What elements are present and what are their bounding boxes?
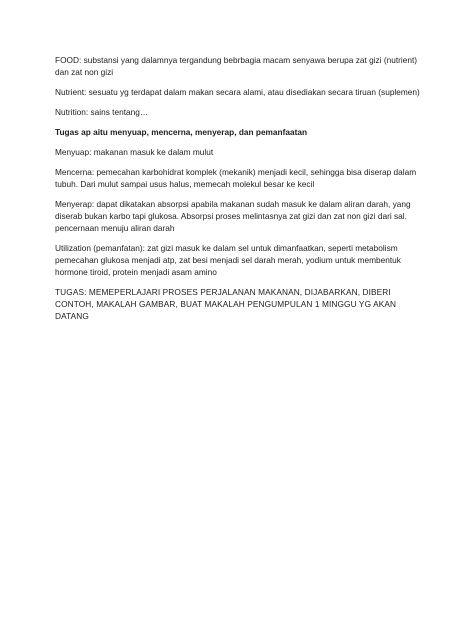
assignment-text: TUGAS: MEMEPERLAJARI PROSES PERJALANAN MAKANAN, DIJABARKAN, DIBERI CONTOH, MAKALAH GAMBAR, BUAT MAKALAH PENGUMPULAN 1 MINGGU YG AKAN DATANG [55,287,397,321]
definition-menyuap: Menyuap: makanan masuk ke dalam mulut [55,147,214,157]
definition-nutrition: Nutrition: sains tentang… [55,107,149,117]
definition-nutrient: Nutrient: sesuatu yg terdapat dalam makan secara alami, atau disediakan secara tiruan (suplemen) [55,87,420,97]
definition-mencerna: Mencerna: pemecahan karbohidrat komplek (mekanik) menjadi kecil, sehingga bisa diserap dalam tubuh. Dari mulut sampai usus halus, memecah molekul besar ke kecil [55,167,417,189]
document-body [55,54,430,330]
section-heading: Tugas ap aitu menyuap, mencerna, menyerap, dan pemanfaatan [55,127,308,137]
definition-food: FOOD: substansi yang dalamnya tergandung bebrbagia macam senyawa berupa zat gizi (nutrient) dan zat non gizi [55,55,418,77]
definition-menyerap: Menyerap: dapat dikatakan absorpsi apabila makanan sudah masuk ke dalam aliran darah, yang diserab bukan karbo tapi glukosa. Absorpsi proses melintasnya zat gizi dan zat non gizi dari sal. pencernaan menuju aliran darah [55,199,411,233]
definition-utilization: Utilization (pemanfatan): zat gizi masuk ke dalam sel untuk dimanfaatkan, seperti metabolism pemecahan glukosa menjadi atp, zat besi menjadi sel darah merah, yodium untuk membentuk hormone tiroid, protein menjadi asam amino [55,243,401,277]
